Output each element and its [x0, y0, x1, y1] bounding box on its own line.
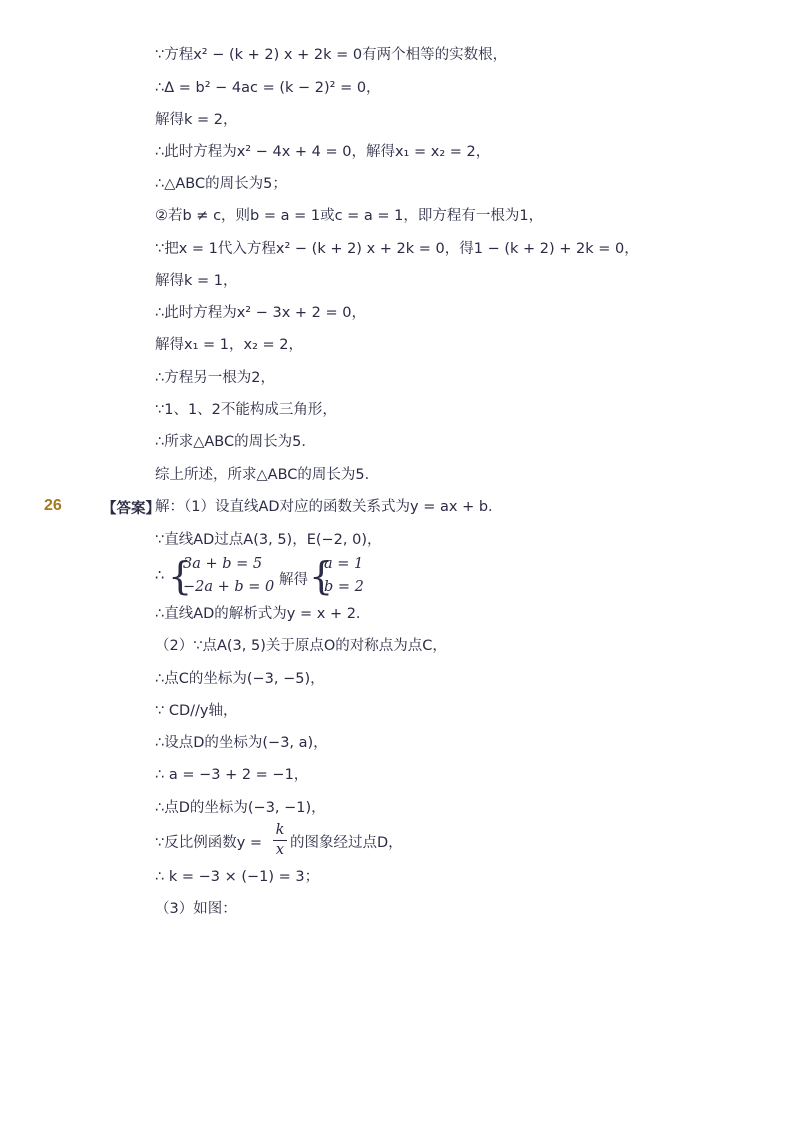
- system-equation: 3a + b = 5: [183, 556, 263, 572]
- solution-line: ∴点C的坐标为(−3, −5)，: [155, 671, 325, 687]
- solution-line: ∴方程另一根为2，: [155, 370, 275, 386]
- solution-line: ∵方程x² − (k + 2) x + 2k = 0有两个相等的实数根，: [155, 47, 508, 63]
- answer-tag: 【答案】: [102, 501, 160, 517]
- system-equation: −2a + b = 0: [183, 579, 275, 595]
- therefore-symbol: ∴: [155, 568, 165, 584]
- solution-line: ∴此时方程为x² − 3x + 2 = 0，: [155, 305, 366, 321]
- solution-equation: b = 2: [324, 579, 364, 595]
- solution-line: 解得x₁ = 1，x₂ = 2，: [155, 337, 303, 353]
- solution-line: ∴ a = −3 + 2 = −1，: [155, 767, 309, 783]
- solution-line: 解得k = 1，: [155, 273, 238, 289]
- solution-line: ∵直线AD过点A(3, 5)，E(−2, 0)，: [155, 532, 382, 548]
- solution-line: ∴此时方程为x² − 4x + 4 = 0，解得x₁ = x₂ = 2，: [155, 144, 491, 160]
- left-brace: {: [168, 554, 193, 598]
- solution-line: ∴△ABC的周长为5；: [155, 176, 287, 192]
- solution-line: 综上所述，所求△ABC的周长为5．: [155, 467, 380, 483]
- left-brace: {: [309, 554, 334, 598]
- solution-line: ∴Δ = b² − 4ac = (k − 2)² = 0，: [155, 80, 381, 96]
- solution-line: ∴所求△ABC的周长为5．: [155, 434, 316, 450]
- solution-line: ②若b ≠ c，则b = a = 1或c = a = 1，即方程有一根为1，: [155, 208, 544, 224]
- solution-line: ∵1、1、2不能构成三角形，: [155, 402, 337, 418]
- solve-word: 解得: [279, 572, 308, 588]
- solution-line: 解得k = 2，: [155, 112, 238, 128]
- fraction-denominator: x: [275, 842, 285, 858]
- answer-intro: 解：（1）设直线AD对应的函数关系式为y = ax + b．: [155, 499, 503, 515]
- fraction-line-after: 的图象经过点D，: [290, 835, 403, 851]
- question-number: 26: [44, 497, 62, 514]
- solution-line: ∵ CD//y轴，: [155, 703, 238, 719]
- solution-line: ∴直线AD的解析式为y = x + 2．: [155, 606, 371, 622]
- solution-line: ∴点D的坐标为(−3, −1)，: [155, 800, 326, 816]
- fraction-bar: [273, 840, 287, 841]
- solution-equation: a = 1: [324, 556, 364, 572]
- solution-line: ∴设点D的坐标为(−3, a)，: [155, 735, 328, 751]
- solution-line: （2）∵点A(3, 5)关于原点O的对称点为点C，: [155, 638, 447, 654]
- fraction-line-before: ∵反比例函数y =: [155, 835, 263, 851]
- solution-line: （3）如图：: [155, 901, 237, 917]
- fraction-numerator: k: [275, 822, 285, 838]
- solution-line: ∵把x = 1代入方程x² − (k + 2) x + 2k = 0，得1 − (k + 2) + 2k = 0，: [155, 241, 639, 257]
- solution-line: ∴ k = −3 × (−1) = 3；: [155, 869, 320, 885]
- equation-system: [155, 556, 455, 600]
- fraction: [273, 822, 287, 859]
